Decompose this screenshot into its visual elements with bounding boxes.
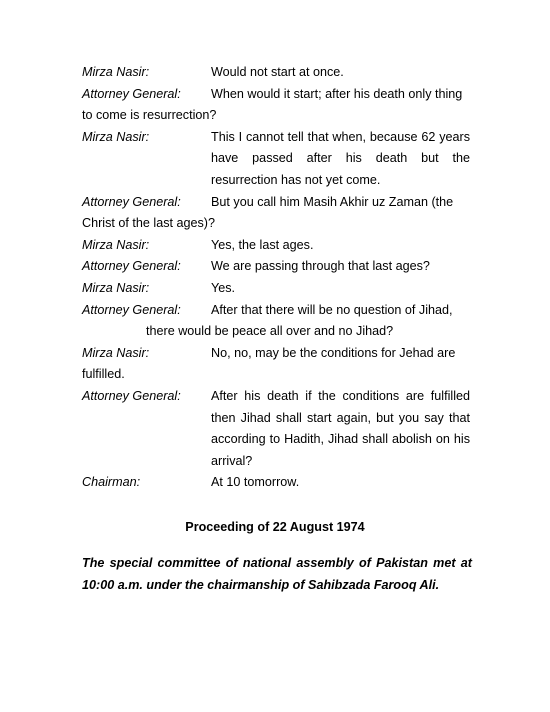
transcript-entry bbox=[82, 127, 470, 192]
transcript-entry bbox=[82, 343, 470, 365]
transcript-entry bbox=[82, 192, 470, 214]
transcript-entry bbox=[82, 300, 470, 322]
speech-text: But you call him Masih Akhir uz Zaman (the bbox=[211, 194, 454, 209]
proceeding-heading: Proceeding of 22 August 1974 bbox=[185, 520, 365, 534]
speech-text: Yes, the last ages. bbox=[211, 237, 314, 252]
speaker-name: Mirza Nasir: bbox=[82, 280, 150, 295]
speech-continuation: Christ of the last ages)? bbox=[82, 216, 215, 231]
transcript-entry bbox=[82, 256, 470, 278]
transcript-entry bbox=[82, 386, 470, 472]
transcript bbox=[82, 62, 470, 494]
speaker-name: Mirza Nasir: bbox=[82, 345, 150, 360]
speech-text: No, no, may be the conditions for Jehad are bbox=[211, 345, 456, 360]
speech-text: At 10 tomorrow. bbox=[211, 475, 300, 490]
transcript-entry bbox=[82, 278, 470, 300]
speech-text: After his death if the conditions are fulfilled then Jihad shall start again, but you say that according to Hadith, Jihad shall abolish on his arrival? bbox=[211, 388, 470, 468]
speech-text: Would not start at once. bbox=[211, 65, 344, 79]
speaker-name: Attorney General: bbox=[82, 259, 181, 274]
speaker-name: Mirza Nasir: bbox=[82, 129, 150, 144]
speaker-name: Attorney General: bbox=[82, 302, 181, 317]
speech-continuation: to come is resurrection? bbox=[82, 108, 217, 123]
speaker-name: Mirza Nasir: bbox=[82, 237, 150, 252]
speaker-name: Mirza Nasir: bbox=[82, 65, 150, 79]
speech-continuation: fulfilled. bbox=[82, 367, 125, 382]
transcript-entry bbox=[82, 235, 470, 257]
speech-text: Yes. bbox=[211, 280, 236, 295]
speaker-name: Attorney General: bbox=[82, 194, 181, 209]
speech-text: We are passing through that last ages? bbox=[211, 259, 430, 274]
speaker-name: Attorney General: bbox=[82, 86, 181, 101]
speech-text: After that there will be no question of Jihad, bbox=[211, 302, 453, 317]
transcript-entry bbox=[82, 84, 470, 106]
speech-text: This I cannot tell that when, because 62 years have passed after his death but the resurrection has not yet come. bbox=[211, 129, 470, 187]
session-summary: The special committee of national assembly of Pakistan met at 10:00 a.m. under the chairmanship of Sahibzada Farooq Ali. bbox=[82, 556, 472, 592]
speaker-name: Attorney General: bbox=[82, 388, 181, 403]
speaker-name: Chairman: bbox=[82, 475, 141, 490]
speech-text: When would it start; after his death only thing bbox=[211, 86, 463, 101]
speech-continuation: there would be peace all over and no Jihad? bbox=[146, 324, 394, 339]
transcript-entry bbox=[82, 62, 470, 84]
transcript-entry bbox=[82, 472, 470, 494]
